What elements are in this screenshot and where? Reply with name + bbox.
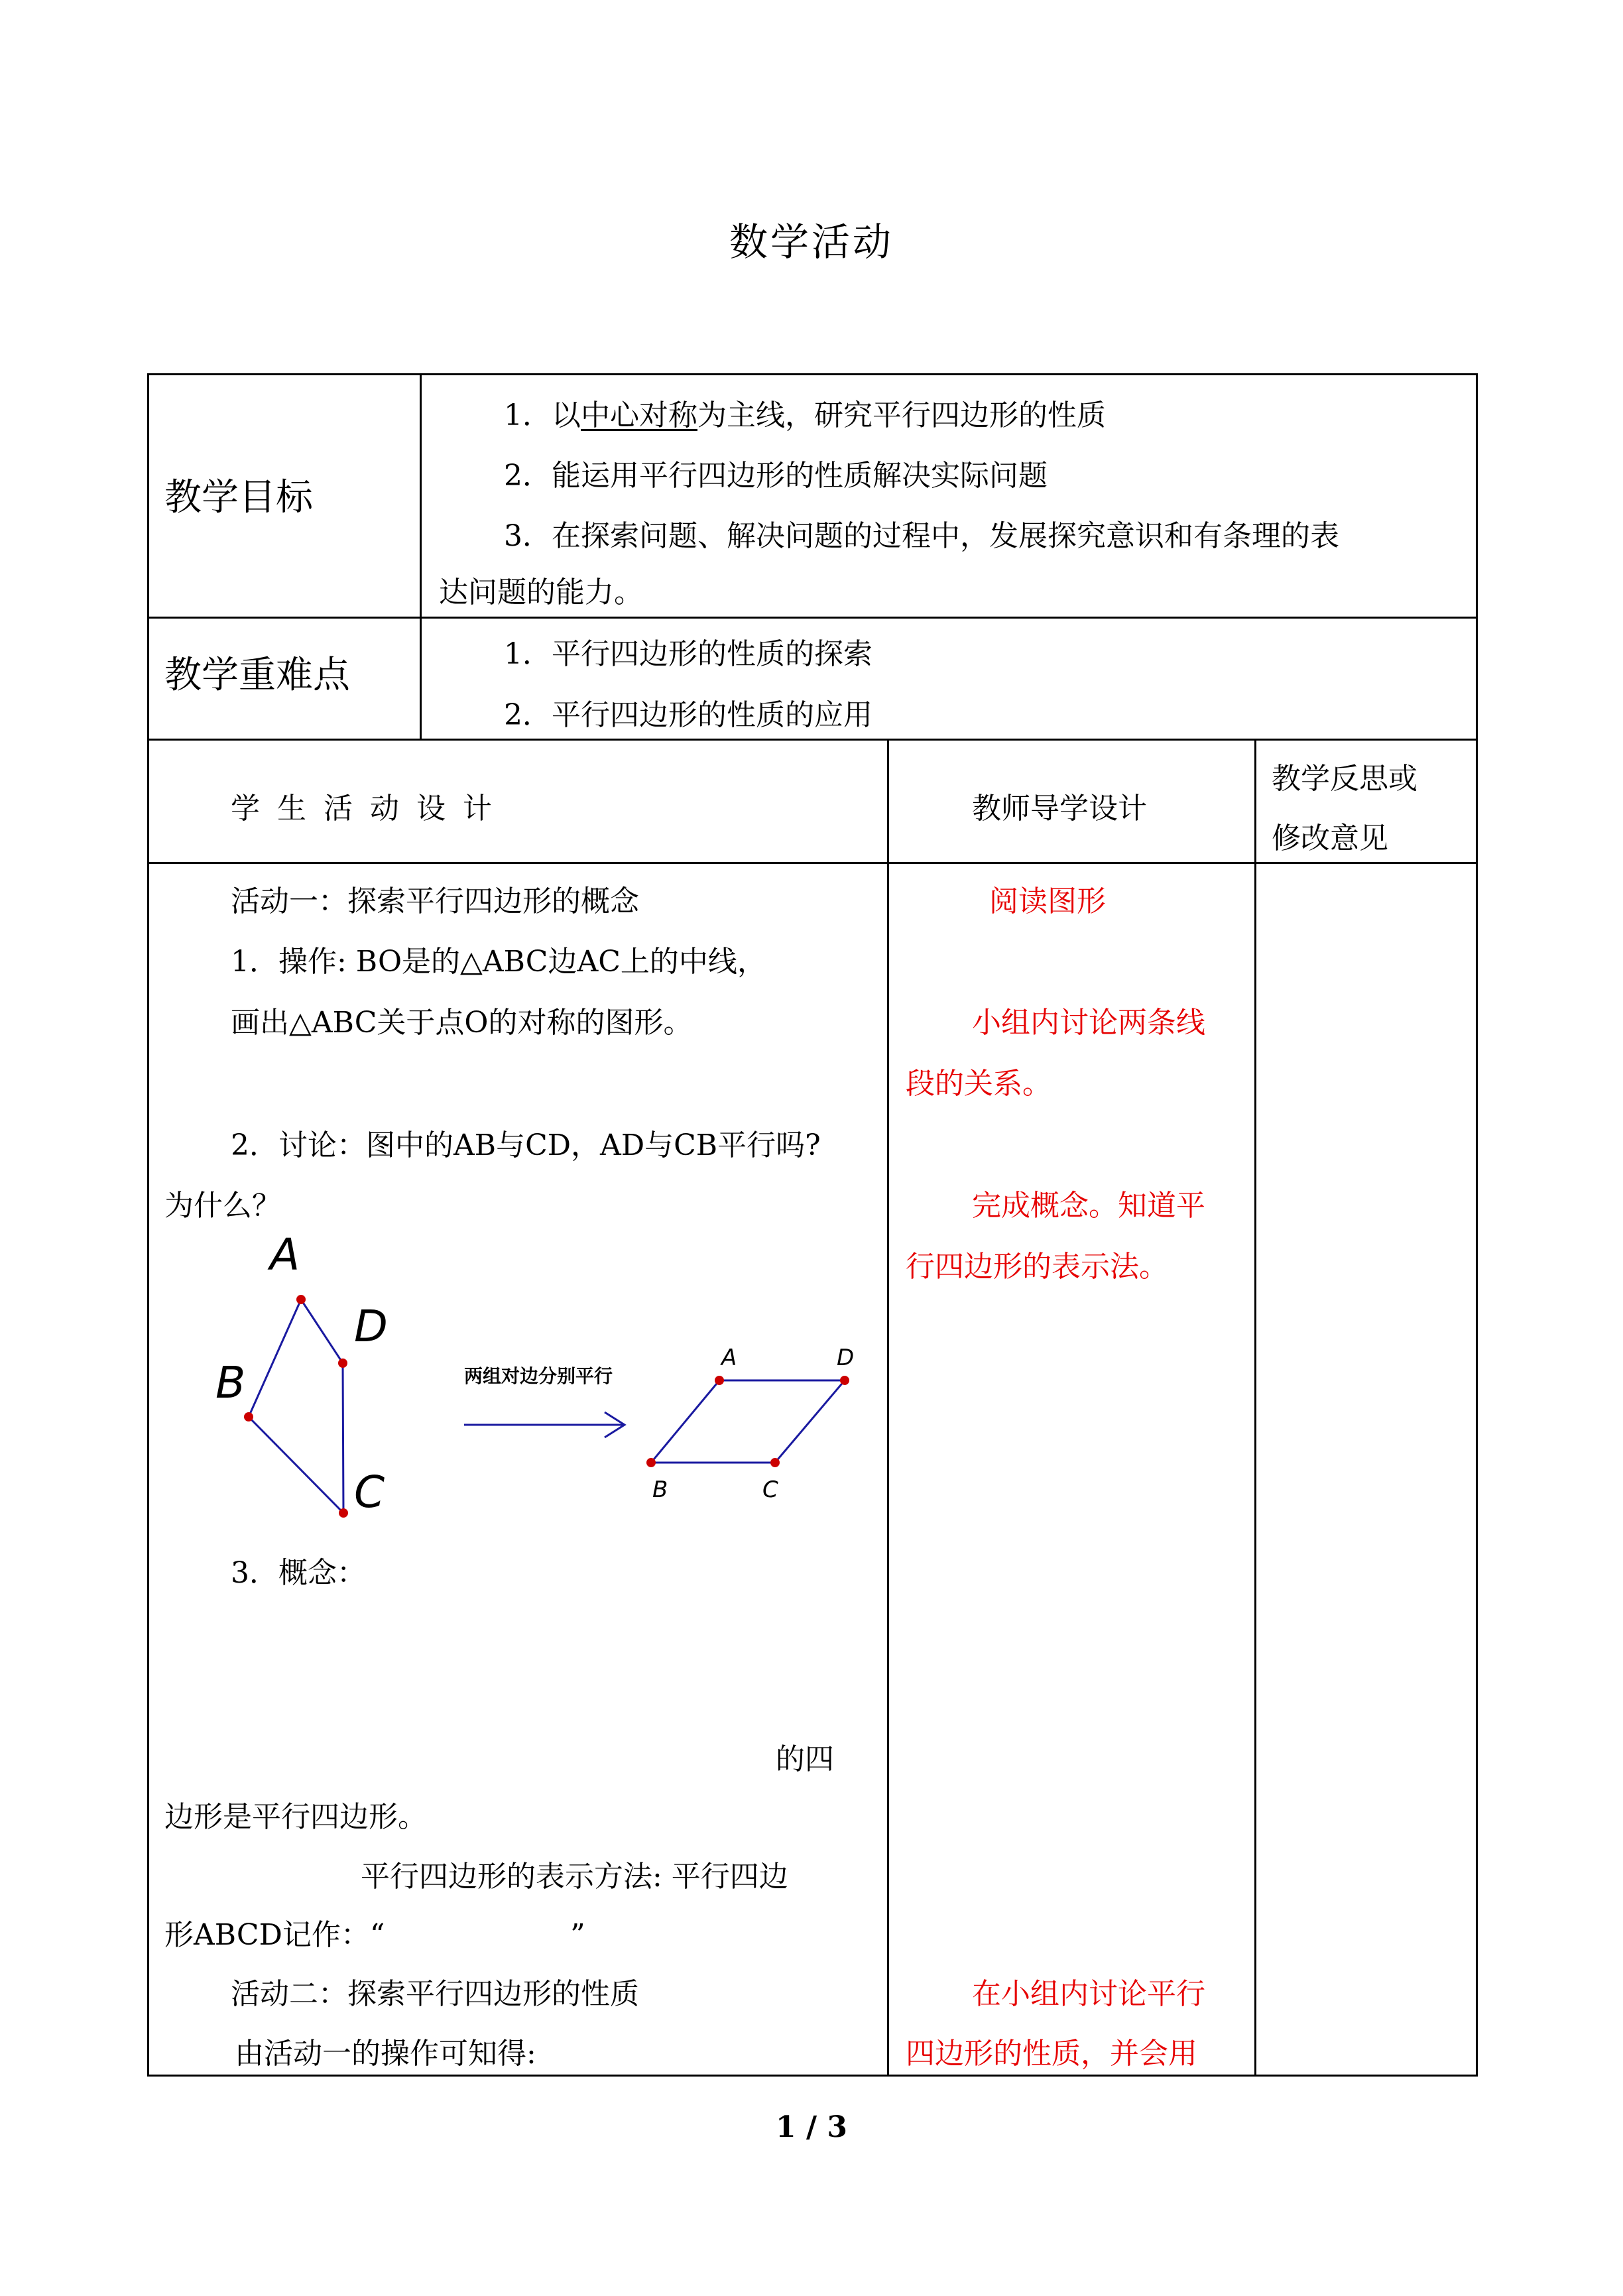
activity1-notation-line1: 平行四边形的表示方法: 平行四边 [361, 1860, 788, 1894]
activity2-heading: 活动二：探索平行四边形的性质 [231, 1977, 639, 2011]
para-label-c: C [762, 1477, 778, 1503]
para-label-b: B [652, 1477, 668, 1503]
quad-label-c: C [354, 1467, 385, 1518]
goals-header: 教学目标 [164, 476, 313, 519]
teacher-note-3-line2: 行四边形的表示法。 [906, 1250, 1168, 1284]
teacher-note-4-line2: 四边形的性质，并会用 [906, 2037, 1197, 2071]
page-number: 1 / 3 [776, 2110, 847, 2144]
keypoint-item-1: 1．平行四边形的性质的探索 [504, 637, 872, 671]
activity2-line1: 由活动一的操作可知得: [235, 2037, 536, 2071]
activity1-concept-tail: 的四 [776, 1742, 834, 1776]
column-teacher-header: 教师导学设计 [972, 792, 1147, 825]
quadrilateral-abdc [249, 1299, 343, 1513]
activity1-op-line1: 1．操作: BO是的△ABC边AC上的中线， [231, 945, 766, 979]
para-point-c [770, 1458, 780, 1467]
goal-keyword: 中心对称 [581, 398, 697, 432]
activity1-discuss-line1: 2．讨论：图中的AB与CD，AD与CB平行吗? [231, 1128, 821, 1162]
para-point-d [840, 1376, 849, 1385]
activity1-heading: 活动一：探索平行四边形的概念 [231, 884, 639, 918]
column-student-header: 学 生 活 动 设 计 [231, 792, 496, 825]
lesson-table [147, 373, 1478, 2076]
activity1-concept-line2: 边形是平行四边形。 [164, 1800, 427, 1834]
keypoints-header: 教学重难点 [164, 654, 350, 697]
goal-item-3-line2: 达问题的能力。 [439, 575, 643, 609]
parallelogram-abcd [651, 1380, 845, 1463]
column-reflect-header-line1: 教学反思或 [1272, 762, 1417, 796]
point-c [339, 1508, 348, 1518]
para-label-d: D [837, 1345, 855, 1371]
column-reflect-header-line2: 修改意见 [1272, 821, 1388, 855]
activity1-discuss-line2: 为什么？ [164, 1189, 281, 1223]
goal-item-3-line1: 3．在探索问题、解决问题的过程中，发展探究意识和有条理的表 [504, 519, 1339, 553]
page-title: 数学活动 [729, 219, 894, 265]
teacher-note-1: 阅读图形 [989, 884, 1106, 918]
para-point-b [646, 1458, 656, 1467]
para-label-a: A [721, 1345, 737, 1371]
arrow-label: 两组对边分别平行 [464, 1365, 613, 1387]
point-b [244, 1412, 253, 1421]
teacher-note-4-line1: 在小组内讨论平行 [972, 1977, 1205, 2011]
quad-label-d: D [354, 1301, 388, 1352]
teacher-note-3-line1: 完成概念。知道平 [972, 1189, 1205, 1223]
quad-label-a: A [270, 1229, 300, 1280]
teacher-note-2-line2: 段的关系。 [906, 1067, 1052, 1101]
activity1-notation-line2: 形ABCD记作：“ ” [164, 1918, 585, 1952]
teacher-note-2-line1: 小组内讨论两条线 [972, 1006, 1205, 1040]
quad-label-b: B [215, 1357, 246, 1408]
geometry-figure [147, 373, 876, 1964]
goal-item-1: 1．以中心对称为主线，研究平行四边形的性质 [504, 398, 1106, 432]
point-d [338, 1359, 347, 1368]
activity1-op-line2: 画出△ABC关于点O的对称的图形。 [231, 1006, 693, 1040]
activity1-concept: 3．概念： [231, 1556, 366, 1590]
point-a [296, 1295, 306, 1304]
keypoint-item-2: 2．平行四边形的性质的应用 [504, 698, 872, 732]
para-point-a [715, 1376, 724, 1385]
goal-item-2: 2．能运用平行四边形的性质解决实际问题 [504, 459, 1048, 493]
